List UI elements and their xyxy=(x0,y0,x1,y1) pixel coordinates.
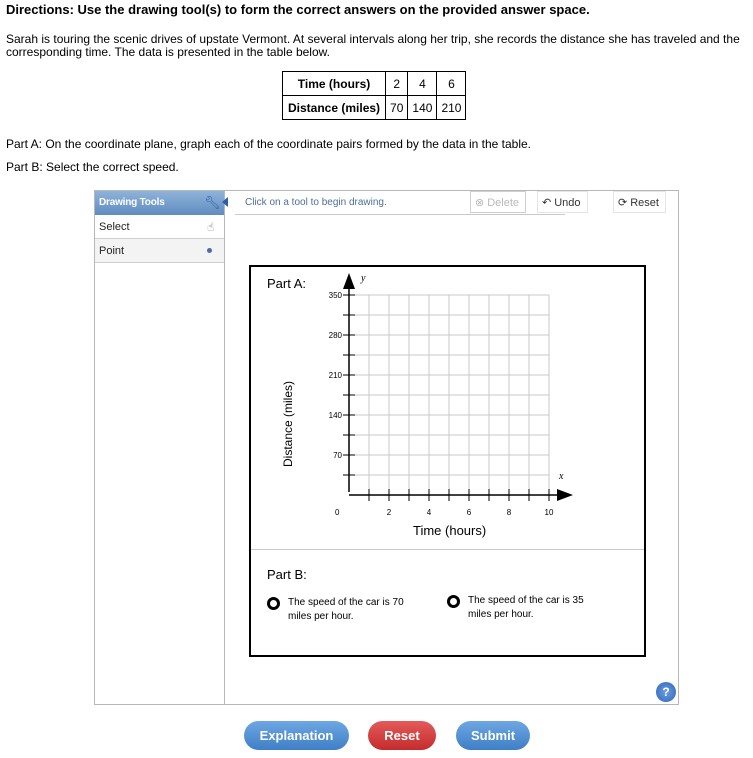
tool-point-label: Point xyxy=(99,245,125,257)
delete-label: Delete xyxy=(487,197,520,209)
table-row xyxy=(283,72,466,96)
point-dot-icon xyxy=(207,248,212,253)
table-cell: 210 xyxy=(437,96,466,120)
table-cell: 2 xyxy=(386,72,408,96)
coordinate-plane[interactable] xyxy=(251,267,644,549)
tools-header: Drawing Tools xyxy=(95,191,224,215)
toolbar-divider xyxy=(235,214,565,215)
x-tick-label: 10 xyxy=(544,508,554,517)
part-b-instruction: Part B: Select the correct speed. xyxy=(6,160,179,174)
distance-header: Distance (miles) xyxy=(283,96,386,120)
answer-space[interactable] xyxy=(249,265,646,657)
refresh-icon: ⟳ xyxy=(618,197,628,209)
table-cell: 140 xyxy=(408,96,437,120)
table-cell: 6 xyxy=(437,72,466,96)
intro-text: Sarah is touring the scenic drives of upstate Vermont. At several intervals along her trip, she records the distance she has traveled and the corresponding time. The data is presented in the table below. xyxy=(6,32,740,59)
wrench-icon: 🔧︎ xyxy=(204,195,221,210)
pointer-triangle-icon xyxy=(222,197,228,207)
reset-tool-label: Reset xyxy=(630,197,659,209)
y-tick-label: 350 xyxy=(328,291,342,300)
undo-label: Undo xyxy=(554,197,581,209)
y-axis-label: Distance (miles) xyxy=(281,380,295,467)
tool-select[interactable] xyxy=(95,215,224,239)
y-tick-label: 210 xyxy=(328,371,342,380)
drawing-tool-frame xyxy=(94,190,679,705)
y-axis-arrow xyxy=(343,273,355,289)
toolbar-message: Click on a tool to begin drawing. xyxy=(245,197,387,208)
submit-button[interactable]: Submit xyxy=(456,721,530,750)
x-axis-arrow xyxy=(557,489,573,501)
radio-icon[interactable] xyxy=(447,595,460,608)
x-tick-label: 8 xyxy=(506,508,512,517)
hand-pointer-icon: ☝︎ xyxy=(207,220,215,234)
x-axis-label: Time (hours) xyxy=(413,523,487,538)
x-tick-label: 6 xyxy=(466,508,472,517)
table-row xyxy=(283,96,466,120)
tool-point[interactable] xyxy=(95,239,224,263)
choice-a-text: The speed of the car is 70 miles per hour. xyxy=(288,597,404,622)
time-header: Time (hours) xyxy=(283,72,386,96)
x-tick-label: 4 xyxy=(426,508,432,517)
directions-text: Directions: Use the drawing tool(s) to form the correct answers on the provided answer space. xyxy=(6,2,590,17)
radio-icon[interactable] xyxy=(267,597,280,610)
delete-icon: ⊗ xyxy=(475,197,485,209)
grid xyxy=(349,295,549,495)
table-cell: 4 xyxy=(408,72,437,96)
reset-tool-button[interactable] xyxy=(613,191,666,213)
tools-panel xyxy=(95,191,225,704)
x-tick-label: 2 xyxy=(386,508,392,517)
origin-label: 0 xyxy=(335,508,340,517)
choice-b-text: The speed of the car is 35 miles per hour. xyxy=(468,595,584,620)
help-icon[interactable]: ? xyxy=(656,682,676,702)
part-a-instruction: Part A: On the coordinate plane, graph each of the coordinate pairs formed by the data in the table. xyxy=(6,137,532,151)
y-tick-label: 140 xyxy=(328,411,342,420)
y-tick-label: 70 xyxy=(333,451,342,460)
tool-select-label: Select xyxy=(99,221,130,233)
table-cell: 70 xyxy=(386,96,408,120)
y-tick-label: 280 xyxy=(328,331,342,340)
undo-icon: ↶ xyxy=(542,197,552,209)
part-a-label: Part A: xyxy=(267,276,307,291)
explanation-button[interactable]: Explanation xyxy=(244,721,349,750)
undo-button[interactable] xyxy=(537,191,588,213)
y-ticks xyxy=(329,291,355,475)
y-var-label: y xyxy=(361,273,366,284)
part-b-label: Part B: xyxy=(267,567,307,582)
x-ticks xyxy=(369,489,554,517)
delete-button[interactable] xyxy=(470,191,526,213)
x-var-label: x xyxy=(559,471,564,482)
section-divider xyxy=(251,549,644,550)
data-table xyxy=(282,71,466,120)
reset-button[interactable]: Reset xyxy=(368,721,436,750)
